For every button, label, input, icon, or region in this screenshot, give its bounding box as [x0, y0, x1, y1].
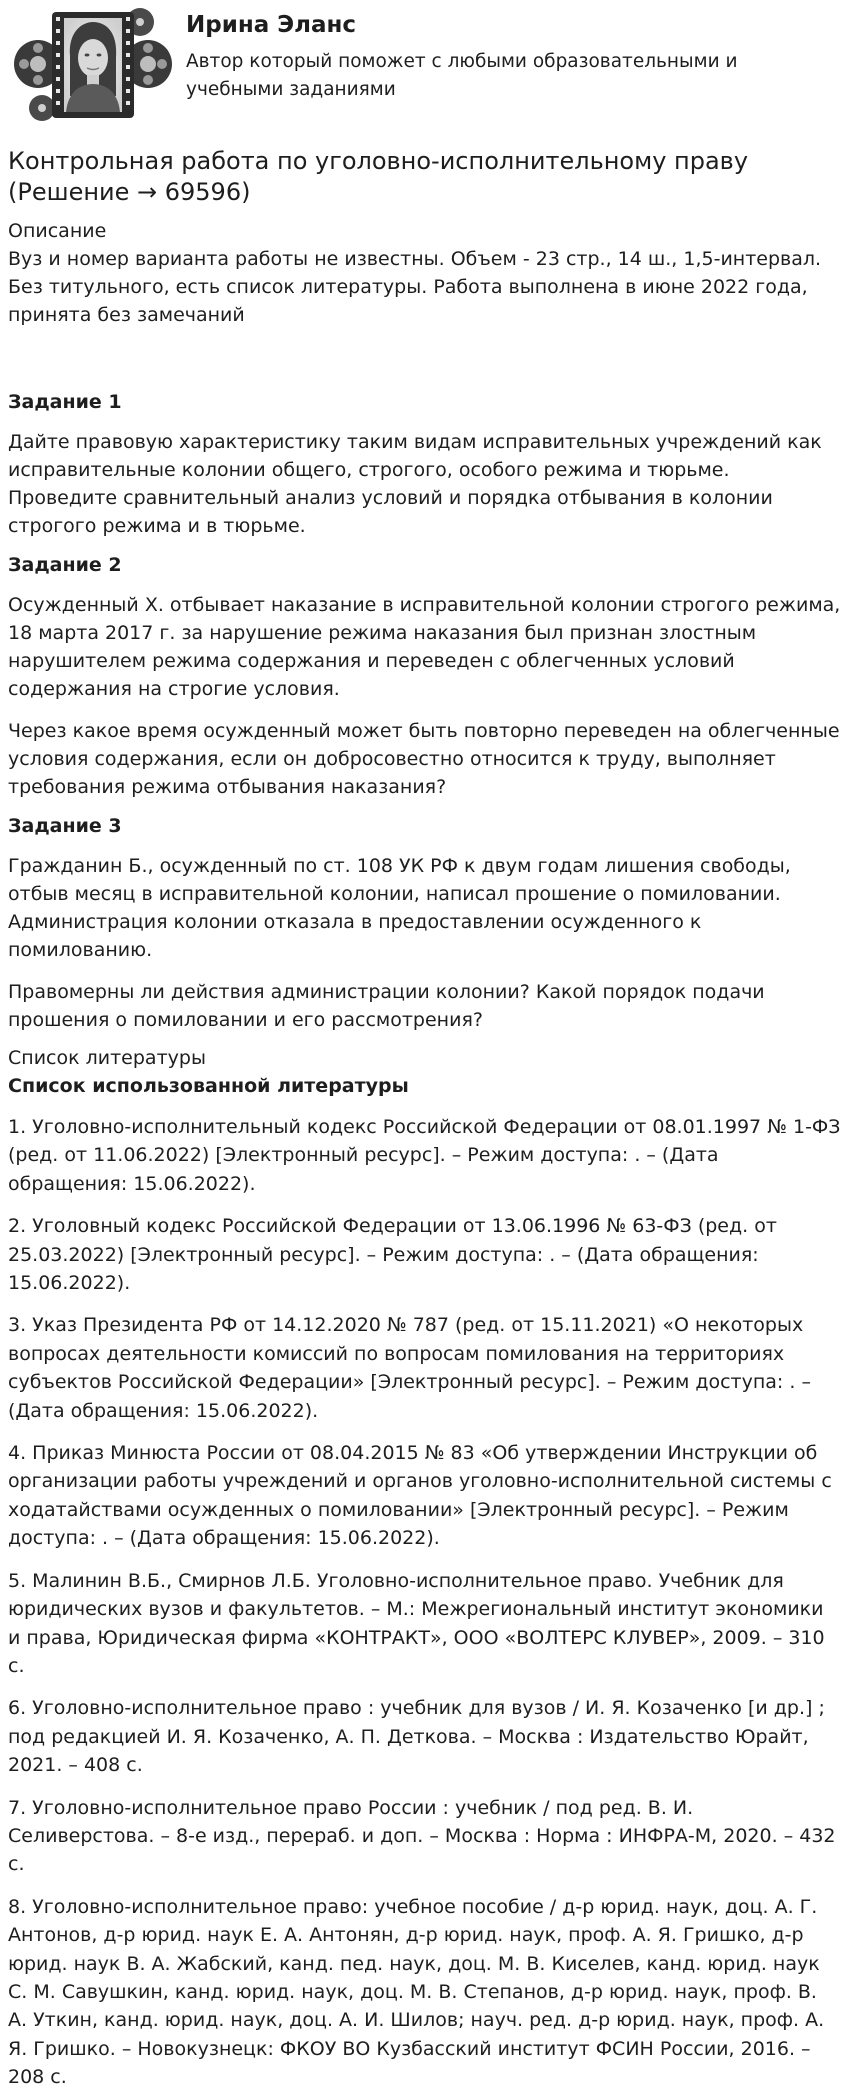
literature-heading: Список использованной литературы — [8, 1075, 409, 1097]
task-paragraph: Дайте правовую характеристику таким видам исправительных учреждений как исправительные колонии общего, строгого, особого режима и тюрьме. Проведите сравнительный анализ условий и порядка отбывания в колонии строгого режима и в тюрьме. — [8, 431, 822, 537]
task-paragraph: Через какое время осужденный может быть повторно переведен на облегченные условия содержания, если он добросовестно относится к труду, выполняет требования режима отбывания наказания? — [8, 720, 840, 798]
task-heading: Задание 2 — [8, 554, 122, 576]
description-label: Описание — [8, 220, 107, 242]
reference-item: 4. Приказ Минюста России от 08.04.2015 № 83 «Об утверждении Инструкции об организации работы учреждений и органов уголовно-исполнительной системы с ходатайствами осужденных о помиловании» [Электронный ресурс]. – Режим доступа: . – (Дата обращения: 15.06.2022). — [8, 1442, 832, 1550]
author-description: Автор который поможет с любыми образовательными и учебными заданиями — [186, 51, 738, 100]
task-paragraph: Правомерны ли действия администрации колонии? Какой порядок подачи прошения о помиловании и его рассмотрения? — [8, 981, 765, 1031]
reference-list — [8, 1113, 841, 2092]
reference-item: 7. Уголовно-исполнительное право России : учебник / под ред. В. И. Селиверстова. – 8-е изд., перераб. и доп. – Москва : Норма : ИНФРА-М, 2020. – 432 с. — [8, 1796, 836, 1876]
reference-item: 3. Указ Президента РФ от 14.12.2020 № 787 (ред. от 15.11.2021) «О некоторых вопросах деятельности комиссий по вопросам помилования на территориях субъектов Российской Федерации» [Электронный ресурс]. – Режим доступа: . – (Дата обращения: 15.06.2022). — [8, 1314, 811, 1422]
task-paragraph: Осужденный Х. отбывает наказание в исправительной колонии строгого режима, 18 марта 2017 г. за нарушение режима наказания был признан злостным нарушителем режима содержания и переведен с облегченных условий содержания на строгие условия. — [8, 594, 841, 700]
reference-item: 5. Малинин В.Б., Смирнов Л.Б. Уголовно-исполнительное право. Учебник для юридических вузов и факультетов. – М.: Межрегиональный институт экономики и права, Юридическая фирма «КОНТРАКТ», ООО «ВОЛТЕРС КЛУВЕР», 2009. – 310 с. — [8, 1569, 825, 1677]
reference-item: 2. Уголовный кодекс Российской Федерации от 13.06.1996 № 63-ФЗ (ред. от 25.03.2022) [Электронный ресурс]. – Режим доступа: . – (Дата обращения: 15.06.2022). — [8, 1215, 777, 1295]
work-title: Контрольная работа по уголовно-исполнительному праву (Решение → 69596) — [8, 147, 749, 206]
task-heading: Задание 1 — [8, 391, 122, 413]
task-heading: Задание 3 — [8, 815, 122, 837]
task-paragraph: Гражданин Б., осужденный по ст. 108 УК РФ к двум годам лишения свободы, отбыв месяц в исправительной колонии, написал прошение о помиловании. Администрация колонии отказала в предоставлении осужденного к помилованию. — [8, 855, 791, 961]
task-3 — [8, 812, 841, 1034]
reference-item: 1. Уголовно-исполнительный кодекс Российской Федерации от 08.01.1997 № 1-ФЗ (ред. от 11.06.2022) [Электронный ресурс]. – Режим доступа: . – (Дата обращения: 15.06.2022). — [8, 1116, 841, 1195]
task-2 — [8, 551, 841, 801]
work-description: Вуз и номер варианта работы не известны. Объем - 23 стр., 14 ш., 1,5-интервал. Без титульного, есть список литературы. Работа выполнена в июне 2022 года, принята без замечаний — [8, 248, 822, 326]
reference-item: 8. Уголовно-исполнительное право: учебное пособие / д-р юрид. наук, доц. А. Г. Антонов, д-р юрид. наук Е. А. Антонян, д-р юрид. наук, проф. А. Я. Гришко, д-р юрид. наук В. А. Жабский, канд. пед. наук, доц. М. В. Киселев, канд. юрид. наук С. М. Савушкин, канд. юрид. наук, доц. М. В. Степанов, д-р юрид. наук, проф. В. А. Уткин, канд. юрид. наук, доц. А. И. Шилов; науч. ред. д-р юрид. наук, проф. А. Я. Гришко. – Новокузнецк: ФКОУ ВО Кузбасский институт ФСИН России, 2016. – 208 с. — [8, 1895, 825, 2089]
author-block — [8, 0, 841, 140]
task-1 — [8, 388, 841, 540]
author-name[interactable]: Ирина Эланс — [186, 12, 357, 38]
literature-label: Список литературы — [8, 1047, 206, 1069]
reference-item: 6. Уголовно-исполнительное право : учебник для вузов / И. Я. Козаченко [и др.] ; под редакцией И. Я. Козаченко, А. П. Деткова. – Москва : Издательство Юрайт, 2021. – 408 с. — [8, 1697, 825, 1777]
spacer — [8, 329, 841, 388]
author-avatar[interactable] — [12, 4, 174, 126]
